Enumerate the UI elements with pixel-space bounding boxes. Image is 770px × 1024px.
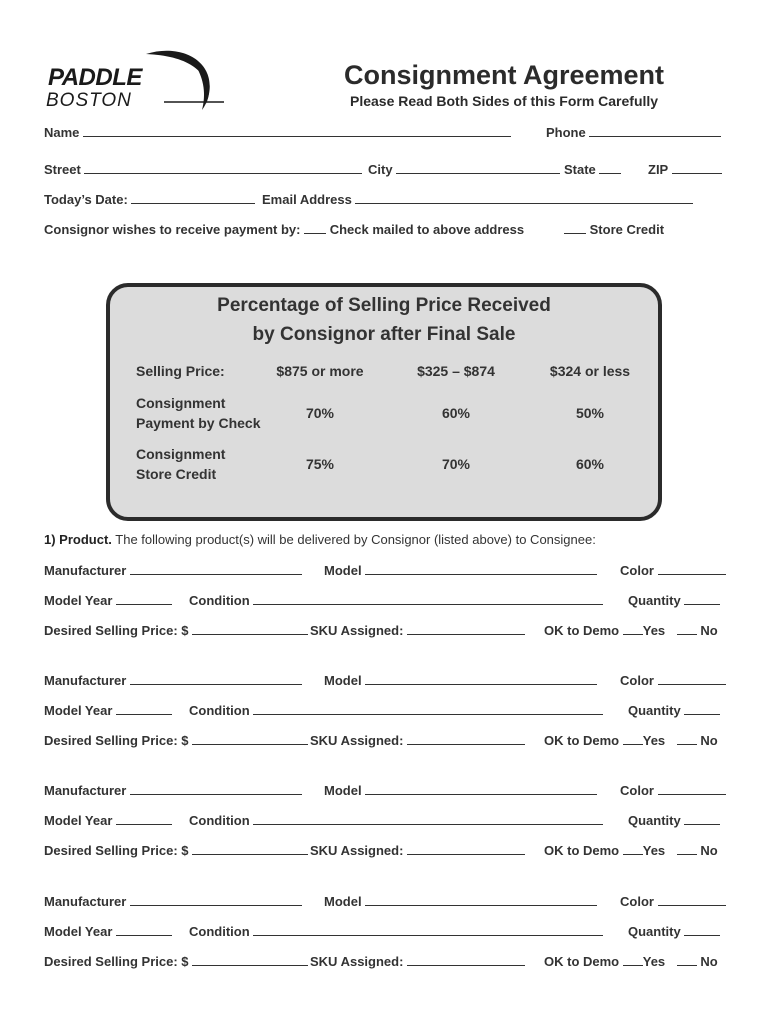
- sku-input[interactable]: [407, 622, 525, 635]
- quantity-field-row: [628, 812, 720, 828]
- model-year-input[interactable]: [116, 812, 172, 825]
- payment-credit-blank[interactable]: [564, 221, 586, 234]
- paddle-boston-logo: [44, 46, 224, 116]
- manufacturer-input[interactable]: [130, 672, 302, 685]
- sku-label: SKU Assigned:: [310, 954, 404, 969]
- color-input[interactable]: [658, 562, 726, 575]
- credit-325-874-value: 70%: [441, 456, 471, 472]
- quantity-label: Quantity: [628, 813, 681, 828]
- sku-input[interactable]: [407, 953, 525, 966]
- color-label: Color: [620, 563, 654, 578]
- row-label-credit-line2: Store Credit: [136, 466, 217, 482]
- manufacturer-field-row: [44, 893, 302, 909]
- phone-label: Phone: [546, 125, 586, 140]
- product-heading-text: The following product(s) will be delivered by Consignor (listed above) to Consignee:: [115, 532, 596, 547]
- rates-title-line2: by Consignor after Final Sale: [252, 324, 516, 345]
- sku-field-row: [310, 622, 525, 638]
- condition-input[interactable]: [253, 702, 603, 715]
- color-input[interactable]: [658, 672, 726, 685]
- ok-demo-field-row: [544, 622, 718, 638]
- color-field-row: [620, 562, 726, 578]
- ok-demo-yes-blank[interactable]: [623, 842, 643, 855]
- desired-price-input[interactable]: [192, 842, 308, 855]
- sku-label: SKU Assigned:: [310, 733, 404, 748]
- date-input[interactable]: [131, 191, 255, 204]
- manufacturer-label: Manufacturer: [44, 783, 127, 798]
- model-input[interactable]: [365, 782, 597, 795]
- ok-demo-field-row: [544, 842, 718, 858]
- desired-price-label: Desired Selling Price: $: [44, 954, 189, 969]
- ok-demo-label: OK to Demo: [544, 733, 620, 748]
- model-year-label: Model Year: [44, 593, 113, 608]
- model-field-row: [324, 562, 597, 578]
- sku-label: SKU Assigned:: [310, 623, 404, 638]
- condition-input[interactable]: [253, 812, 603, 825]
- street-field-row: [44, 161, 362, 177]
- condition-label: Condition: [189, 593, 250, 608]
- payment-prompt: Consignor wishes to receive payment by:: [44, 222, 301, 237]
- manufacturer-label: Manufacturer: [44, 563, 127, 578]
- email-input[interactable]: [355, 191, 693, 204]
- wave-logo-icon: [144, 46, 224, 116]
- phone-field-row: [546, 124, 721, 140]
- ok-demo-label: OK to Demo: [544, 623, 620, 638]
- email-label: Email Address: [262, 192, 352, 207]
- sku-label: SKU Assigned:: [310, 843, 404, 858]
- city-input[interactable]: [396, 161, 560, 174]
- ok-demo-no-label: No: [700, 623, 718, 638]
- logo-text-paddle: PADDLE: [48, 64, 142, 91]
- quantity-label: Quantity: [628, 593, 681, 608]
- condition-field-row: [189, 812, 603, 828]
- color-label: Color: [620, 894, 654, 909]
- model-year-field-row: [44, 812, 172, 828]
- condition-label: Condition: [189, 813, 250, 828]
- desired-price-field-row: [44, 953, 308, 969]
- ok-demo-yes-label: Yes: [642, 843, 666, 858]
- street-input[interactable]: [84, 161, 362, 174]
- model-year-input[interactable]: [116, 702, 172, 715]
- condition-field-row: [189, 592, 603, 608]
- sku-field-row: [310, 842, 525, 858]
- quantity-field-row: [628, 592, 720, 608]
- quantity-label: Quantity: [628, 703, 681, 718]
- ok-demo-no-blank[interactable]: [677, 953, 697, 966]
- quantity-field-row: [628, 702, 720, 718]
- manufacturer-input[interactable]: [130, 562, 302, 575]
- ok-demo-no-blank[interactable]: [677, 842, 697, 855]
- desired-price-input[interactable]: [192, 732, 308, 745]
- page-subtitle: Please Read Both Sides of this Form Carefully: [350, 93, 659, 109]
- ok-demo-no-blank[interactable]: [677, 732, 697, 745]
- manufacturer-field-row: [44, 562, 302, 578]
- quantity-input[interactable]: [684, 592, 720, 605]
- row-label-check-line1: Consignment: [136, 395, 226, 411]
- desired-price-field-row: [44, 732, 308, 748]
- model-year-field-row: [44, 592, 172, 608]
- sku-field-row: [310, 953, 525, 969]
- manufacturer-input[interactable]: [130, 893, 302, 906]
- payment-method-row: [44, 221, 524, 237]
- credit-324-less-value: 60%: [575, 456, 605, 472]
- rates-title-line1: Percentage of Selling Price Received: [217, 295, 551, 316]
- rates-title: [110, 291, 658, 349]
- condition-label: Condition: [189, 703, 250, 718]
- payment-credit-label: Store Credit: [589, 222, 665, 237]
- payment-credit-row: [564, 221, 664, 237]
- color-input[interactable]: [658, 782, 726, 795]
- color-label: Color: [620, 783, 654, 798]
- credit-875-plus-value: 75%: [305, 456, 335, 472]
- model-year-label: Model Year: [44, 703, 113, 718]
- model-year-field-row: [44, 702, 172, 718]
- quantity-input[interactable]: [684, 702, 720, 715]
- consignment-rates-box: [106, 283, 662, 521]
- manufacturer-label: Manufacturer: [44, 673, 127, 688]
- email-field-row: [262, 191, 693, 207]
- row-label-credit-line1: Consignment: [136, 446, 226, 462]
- payment-check-blank[interactable]: [304, 221, 326, 234]
- state-input[interactable]: [599, 161, 621, 174]
- col-header-325-874: $325 – $874: [417, 363, 495, 379]
- sku-input[interactable]: [407, 732, 525, 745]
- desired-price-label: Desired Selling Price: $: [44, 843, 189, 858]
- payment-check-label: Check mailed to above address: [329, 222, 525, 237]
- model-year-input[interactable]: [116, 923, 172, 936]
- ok-demo-no-label: No: [700, 954, 718, 969]
- desired-price-input[interactable]: [192, 953, 308, 966]
- condition-field-row: [189, 702, 603, 718]
- col-header-324-less: $324 or less: [549, 363, 631, 379]
- sku-input[interactable]: [407, 842, 525, 855]
- model-field-row: [324, 672, 597, 688]
- ok-demo-no-blank[interactable]: [677, 622, 697, 635]
- name-input[interactable]: [83, 124, 511, 137]
- ok-demo-label: OK to Demo: [544, 954, 620, 969]
- ok-demo-label: OK to Demo: [544, 843, 620, 858]
- ok-demo-field-row: [544, 953, 718, 969]
- color-field-row: [620, 893, 726, 909]
- street-label: Street: [44, 162, 81, 177]
- desired-price-label: Desired Selling Price: $: [44, 623, 189, 638]
- name-field-row: [44, 124, 511, 140]
- manufacturer-field-row: [44, 782, 302, 798]
- ok-demo-yes-blank[interactable]: [623, 622, 643, 635]
- model-field-row: [324, 893, 597, 909]
- ok-demo-yes-label: Yes: [642, 623, 666, 638]
- check-324-less-value: 50%: [575, 405, 605, 421]
- date-label: Today’s Date:: [44, 192, 128, 207]
- ok-demo-yes-blank[interactable]: [623, 953, 643, 966]
- row-label-check: [136, 393, 261, 433]
- ok-demo-no-label: No: [700, 843, 718, 858]
- ok-demo-yes-blank[interactable]: [623, 732, 643, 745]
- condition-label: Condition: [189, 924, 250, 939]
- city-field-row: [368, 161, 560, 177]
- manufacturer-label: Manufacturer: [44, 894, 127, 909]
- model-year-field-row: [44, 923, 172, 939]
- desired-price-field-row: [44, 622, 308, 638]
- color-field-row: [620, 782, 726, 798]
- selling-price-label: Selling Price:: [136, 363, 225, 379]
- model-field-row: [324, 782, 597, 798]
- phone-input[interactable]: [589, 124, 721, 137]
- ok-demo-no-label: No: [700, 733, 718, 748]
- manufacturer-input[interactable]: [130, 782, 302, 795]
- ok-demo-yes-label: Yes: [642, 733, 666, 748]
- model-year-label: Model Year: [44, 813, 113, 828]
- product-section-heading: [44, 532, 596, 547]
- model-label: Model: [324, 563, 362, 578]
- city-label: City: [368, 162, 393, 177]
- model-input[interactable]: [365, 893, 597, 906]
- col-header-875-plus: $875 or more: [276, 363, 364, 379]
- condition-input[interactable]: [253, 592, 603, 605]
- ok-demo-yes-label: Yes: [642, 954, 666, 969]
- model-year-input[interactable]: [116, 592, 172, 605]
- check-325-874-value: 60%: [441, 405, 471, 421]
- color-label: Color: [620, 673, 654, 688]
- row-label-check-line2: Payment by Check: [136, 415, 261, 431]
- date-field-row: [44, 191, 255, 207]
- quantity-field-row: [628, 923, 720, 939]
- model-year-label: Model Year: [44, 924, 113, 939]
- model-input[interactable]: [365, 672, 597, 685]
- check-875-plus-value: 70%: [305, 405, 335, 421]
- desired-price-field-row: [44, 842, 308, 858]
- manufacturer-field-row: [44, 672, 302, 688]
- quantity-input[interactable]: [684, 923, 720, 936]
- product-heading-bold: 1) Product.: [44, 532, 112, 547]
- color-field-row: [620, 672, 726, 688]
- logo-text-boston: BOSTON: [46, 90, 132, 111]
- state-field-row: [564, 161, 621, 177]
- model-label: Model: [324, 783, 362, 798]
- color-input[interactable]: [658, 893, 726, 906]
- ok-demo-field-row: [544, 732, 718, 748]
- state-label: State: [564, 162, 596, 177]
- model-input[interactable]: [365, 562, 597, 575]
- name-label: Name: [44, 125, 80, 140]
- sku-field-row: [310, 732, 525, 748]
- desired-price-input[interactable]: [192, 622, 308, 635]
- model-label: Model: [324, 673, 362, 688]
- model-label: Model: [324, 894, 362, 909]
- desired-price-label: Desired Selling Price: $: [44, 733, 189, 748]
- row-label-credit: [136, 444, 225, 484]
- condition-field-row: [189, 923, 603, 939]
- zip-label: ZIP: [648, 162, 668, 177]
- page-title: Consignment Agreement: [344, 60, 665, 90]
- condition-input[interactable]: [253, 923, 603, 936]
- quantity-input[interactable]: [684, 812, 720, 825]
- zip-input[interactable]: [672, 161, 722, 174]
- zip-field-row: [648, 161, 722, 177]
- quantity-label: Quantity: [628, 924, 681, 939]
